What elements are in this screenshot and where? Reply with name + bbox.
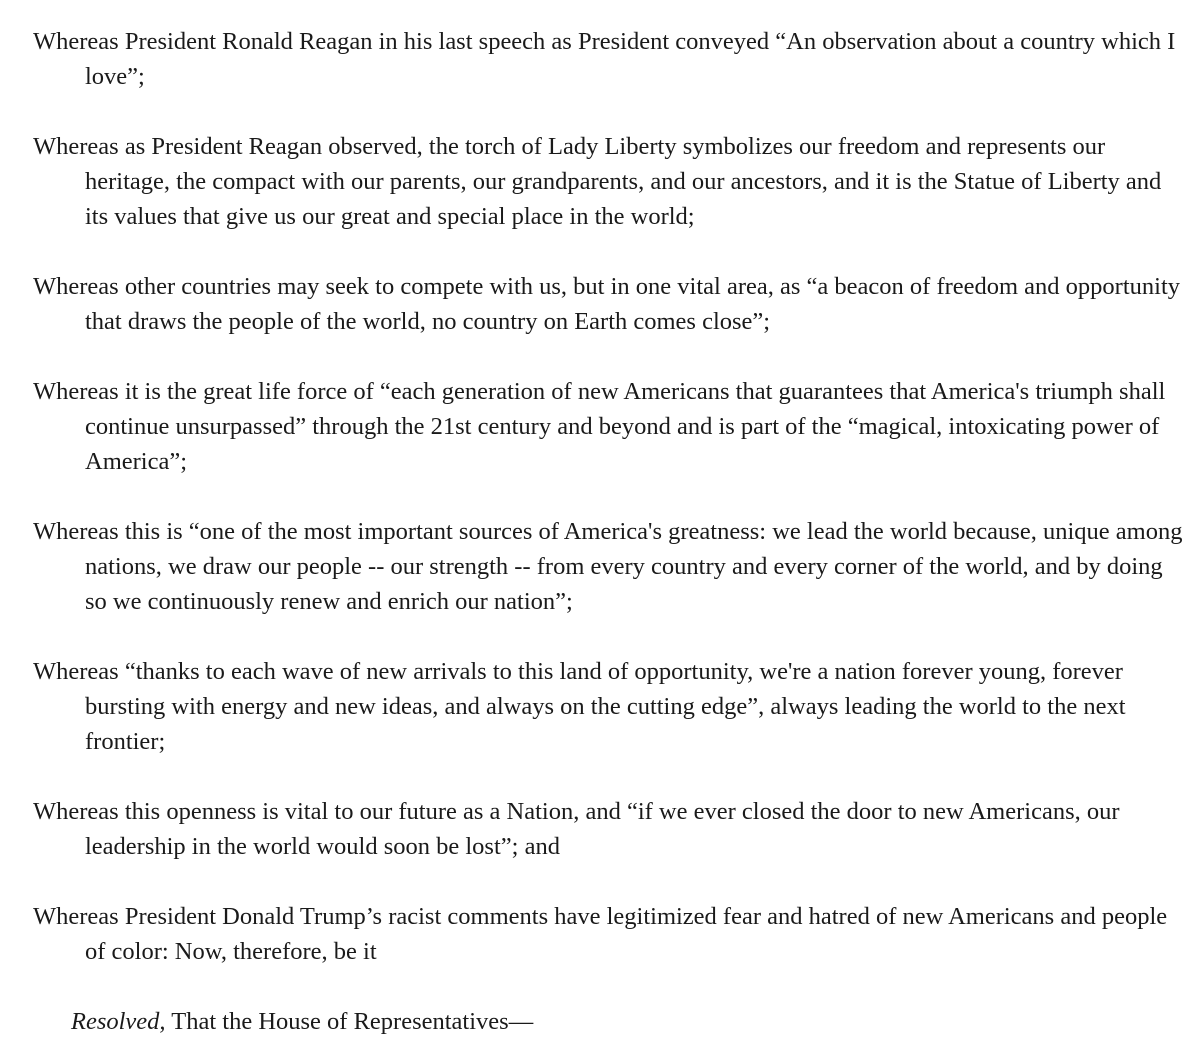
whereas-clause-8: Whereas President Donald Trump’s racist comments have legitimized fear and hatred of new Americans and people of color: Now, therefore, be it: [33, 903, 1168, 965]
whereas-clause-1: Whereas President Ronald Reagan in his last speech as President conveyed “An observation about a country which I love”;: [33, 28, 1176, 90]
whereas-clause-2: Whereas as President Reagan observed, the torch of Lady Liberty symbolizes our freedom and represents our heritage, the compact with our parents, our grandparents, and our ancestors, and it is the Statue of Liberty and its values that give us our great and special place in the world;: [33, 133, 1162, 230]
resolution-document: [33, 24, 1183, 1039]
whereas-clause-7: Whereas this openness is vital to our future as a Nation, and “if we ever closed the door to new Americans, our leadership in the world would soon be lost”; and: [33, 798, 1120, 860]
whereas-clause-3: Whereas other countries may seek to compete with us, but in one vital area, as “a beacon of freedom and opportunity that draws the people of the world, no country on Earth comes close”;: [33, 273, 1181, 335]
whereas-clause-6: Whereas “thanks to each wave of new arrivals to this land of opportunity, we're a nation forever young, forever bursting with energy and new ideas, and always on the cutting edge”, always leading the world to the next frontier;: [33, 658, 1126, 755]
resolved-text: That the House of Representatives—: [165, 1008, 534, 1035]
resolved-keyword: Resolved,: [71, 1008, 166, 1035]
whereas-clause-4: Whereas it is the great life force of “each generation of new Americans that guarantees that America's triumph shall continue unsurpassed” through the 21st century and beyond and is part of the “magical, intoxicating power of America”;: [33, 378, 1166, 475]
resolved-clause: [33, 1004, 1183, 1039]
whereas-clause-5: Whereas this is “one of the most important sources of America's greatness: we lead the world because, unique among nations, we draw our people -- our strength -- from every country and every corner of the world, and by doing so we continuously renew and enrich our nation”;: [33, 518, 1183, 615]
